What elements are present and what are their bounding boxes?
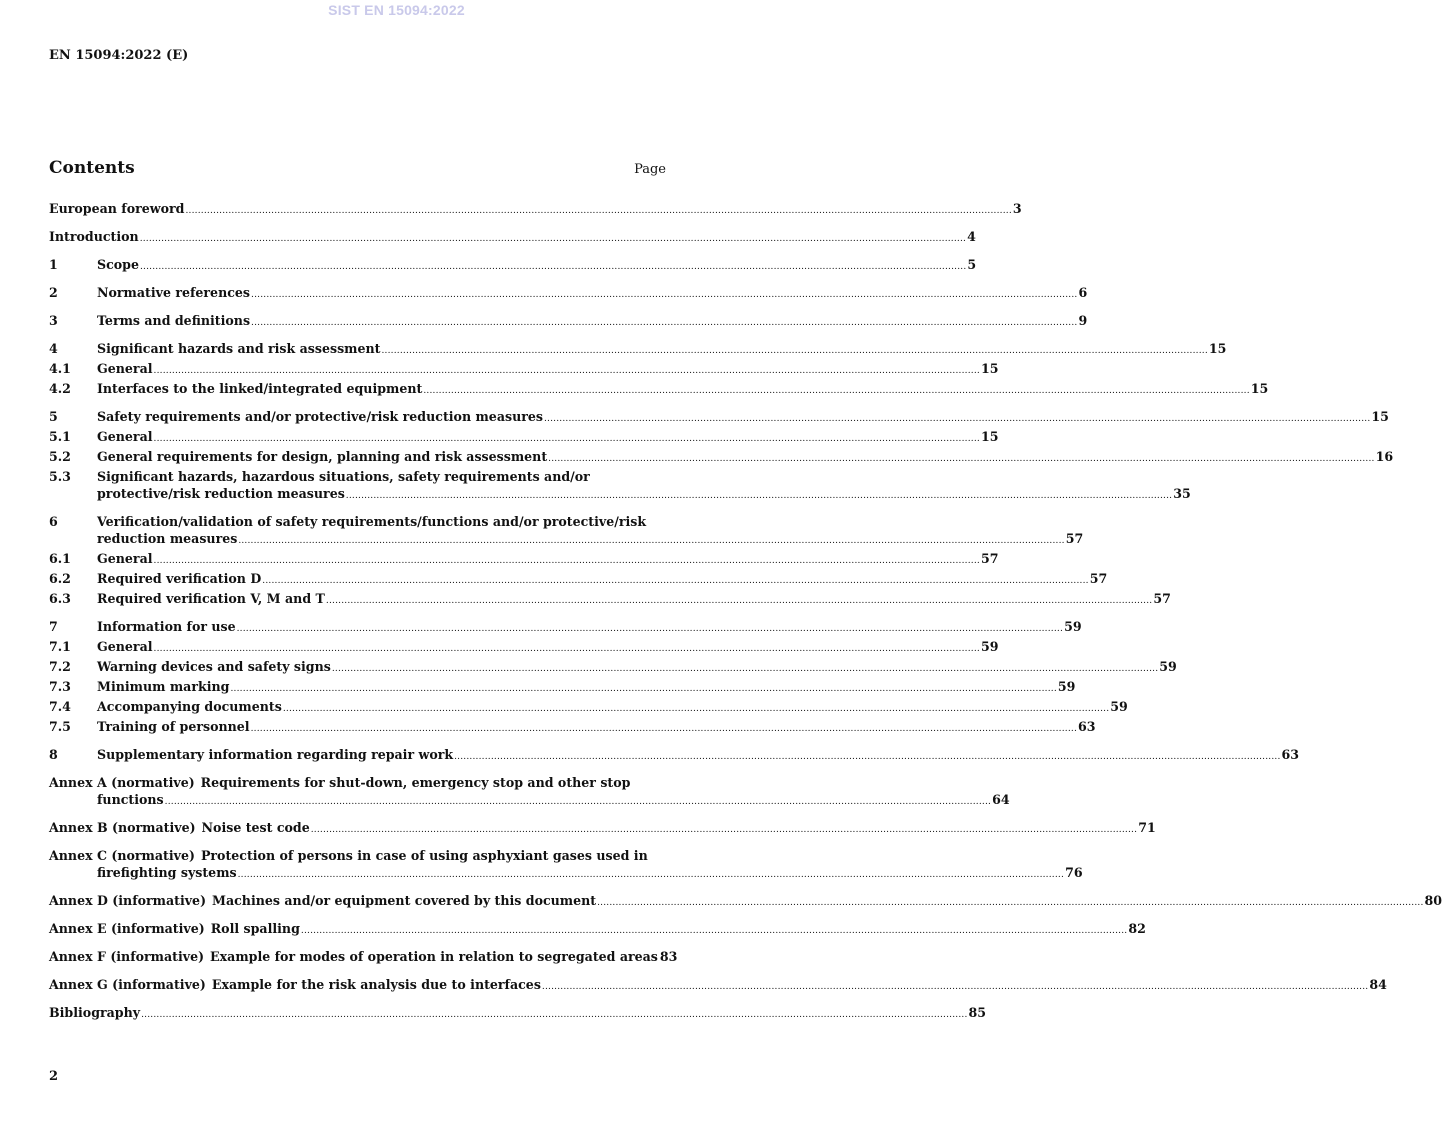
toc-page-number: 59 — [1159, 659, 1177, 674]
toc-page-number: 35 — [1173, 486, 1191, 501]
toc-entry-text: Verification/validation of safety requirements/functions and/or protective/risk — [97, 514, 647, 529]
toc-entry-text: Interfaces to the linked/integrated equipment — [97, 381, 423, 396]
toc-entry-section-7-5[interactable] — [49, 718, 1096, 738]
toc-section-number: 7.2 — [49, 659, 71, 674]
toc-entry-text: Bibliography — [49, 1005, 141, 1020]
toc-section-number: 5 — [49, 409, 58, 424]
toc-page-number: 9 — [1078, 313, 1088, 328]
toc-entry-section-2[interactable] — [49, 284, 1088, 304]
leader-dots — [154, 431, 980, 448]
toc-entry-text: Warning devices and safety signs — [97, 659, 331, 674]
leader-dots — [154, 553, 980, 570]
toc-page-number: 15 — [1250, 381, 1269, 396]
leader-dots — [238, 533, 1064, 550]
document-id: EN 15094:2022 (E) — [49, 48, 189, 63]
annex-label: Annex G (informative) — [49, 977, 206, 992]
toc-page-number: 5 — [967, 257, 977, 272]
toc-entry-text: General — [97, 551, 153, 566]
toc-page-number: 84 — [1369, 977, 1387, 992]
toc-page-number: 64 — [992, 792, 1010, 807]
leader-dots — [381, 343, 1207, 360]
toc-section-number: 7.1 — [49, 639, 71, 654]
leader-dots — [140, 259, 966, 276]
toc-section-number: 3 — [49, 313, 58, 328]
toc-page-number: 59 — [1064, 619, 1082, 634]
toc-entry-text: Accompanying documents — [97, 699, 282, 714]
toc-section-number: 2 — [49, 285, 58, 300]
toc-entry-section-3[interactable] — [49, 312, 1088, 332]
toc-entry-text-continued: protective/risk reduction measures — [97, 486, 345, 501]
toc-page-number: 6 — [1078, 285, 1088, 300]
toc-section-number: 5.2 — [49, 449, 71, 464]
toc-page-number: 57 — [1089, 571, 1108, 586]
toc-entry-section-5-3[interactable] — [49, 468, 1191, 505]
toc-entry-section-7-2[interactable] — [49, 658, 1177, 678]
toc-section-number: 6.1 — [49, 551, 71, 566]
toc-entry-section-4[interactable] — [49, 340, 1227, 360]
leader-dots — [230, 681, 1056, 698]
toc-entry-text: Safety requirements and/or protective/risk reduction measures — [97, 409, 543, 424]
leader-dots — [346, 488, 1172, 505]
toc-page-number: 4 — [967, 229, 976, 244]
toc-entry-section-4-1[interactable] — [49, 360, 999, 380]
toc-entry-text: Machines and/or equipment covered by this document — [212, 893, 597, 908]
leader-dots — [262, 573, 1088, 590]
toc-entry-text: General — [97, 429, 153, 444]
leader-dots — [140, 231, 966, 248]
toc-section-number: 4 — [49, 341, 58, 356]
toc-page-number: 59 — [980, 639, 999, 654]
toc-section-number: 7.3 — [49, 679, 71, 694]
toc-section-number: 8 — [49, 747, 58, 762]
leader-dots — [154, 363, 980, 380]
leader-dots — [301, 923, 1127, 940]
watermark: SIST EN 15094:2022 — [328, 2, 465, 18]
toc-page-number: 71 — [1138, 820, 1156, 835]
toc-page-number: 76 — [1065, 865, 1083, 880]
toc-entry-section-7-4[interactable] — [49, 698, 1128, 718]
toc-entry-text: Significant hazards, hazardous situations, safety requirements and/or — [97, 469, 590, 484]
toc-page-number: 57 — [980, 551, 999, 566]
leader-dots — [544, 411, 1370, 428]
toc-entry-text: Roll spalling — [210, 921, 300, 936]
leader-dots — [326, 593, 1152, 610]
toc-entry-text: Example for modes of operation in relation to segregated areas — [210, 949, 658, 964]
toc-entry-text: Required verification D — [97, 571, 262, 586]
toc-page-number: 15 — [980, 361, 999, 376]
toc-section-number: 4.2 — [49, 381, 71, 396]
annex-label: Annex E (informative) — [49, 921, 205, 936]
toc-entry-annex-f[interactable] — [49, 948, 678, 968]
toc-page-number: 15 — [980, 429, 999, 444]
toc-page-number: 82 — [1128, 921, 1146, 936]
toc-page-number: 57 — [1153, 591, 1171, 606]
leader-dots — [548, 451, 1374, 468]
toc-entry-text: General — [97, 361, 153, 376]
leader-dots — [454, 749, 1280, 766]
toc-page-number: 15 — [1371, 409, 1389, 424]
toc-entry-section-6[interactable] — [49, 513, 1084, 550]
toc-section-number: 7 — [49, 619, 58, 634]
toc-entry-text: Information for use — [97, 619, 236, 634]
toc-page-number: 57 — [1065, 531, 1084, 546]
page-column-label: Page — [634, 162, 666, 177]
toc-page-number: 59 — [1057, 679, 1076, 694]
toc-entry-text: Introduction — [49, 229, 139, 244]
toc-section-number: 7.5 — [49, 719, 71, 734]
toc-entry-annex-g[interactable] — [49, 976, 1387, 996]
leader-dots — [251, 287, 1077, 304]
toc-entry-annex-b[interactable] — [49, 819, 1156, 839]
toc-page-number: 16 — [1375, 449, 1394, 464]
toc-entry-section-7[interactable] — [49, 618, 1082, 638]
toc-entry-introduction[interactable] — [49, 228, 976, 248]
toc-entry-text-continued: functions — [97, 792, 164, 807]
toc-entry-text: Noise test code — [201, 820, 310, 835]
toc-entry-section-7-1[interactable] — [49, 638, 999, 658]
leader-dots — [237, 621, 1063, 638]
contents-title: Contents — [49, 158, 135, 178]
footer-page-number: 2 — [49, 1069, 59, 1084]
toc-entry-section-6-1[interactable] — [49, 550, 999, 570]
toc-entry-text: Example for the risk analysis due to interfaces — [211, 977, 541, 992]
leader-dots — [597, 895, 1423, 912]
toc-entry-text: Protection of persons in case of using asphyxiant gases used in — [200, 848, 648, 863]
toc-entry-text: Scope — [97, 257, 139, 272]
toc-entry-annex-d[interactable] — [49, 892, 1442, 912]
toc-entry-text: General — [97, 639, 153, 654]
toc-page-number: 85 — [968, 1005, 987, 1020]
toc-entry-text-continued: reduction measures — [97, 531, 238, 546]
toc-entry-section-5-2[interactable] — [49, 448, 1394, 468]
leader-dots — [332, 661, 1158, 678]
toc-entry-text: Terms and definitions — [97, 313, 251, 328]
leader-dots — [251, 315, 1077, 332]
toc-section-number: 4.1 — [49, 361, 71, 376]
toc-section-number: 6.2 — [49, 571, 71, 586]
toc-entry-text: Required verification V, M and T — [97, 591, 325, 606]
toc-entry-annex-a[interactable] — [49, 774, 1010, 811]
leader-dots — [251, 721, 1077, 738]
toc-entry-text: Training of personnel — [97, 719, 250, 734]
toc-page-number: 15 — [1208, 341, 1227, 356]
toc-entry-annex-e[interactable] — [49, 920, 1146, 940]
leader-dots — [311, 822, 1137, 839]
leader-dots — [238, 867, 1064, 884]
toc-section-number: 5.1 — [49, 429, 71, 444]
leader-dots — [154, 641, 980, 658]
leader-dots — [542, 979, 1368, 996]
toc-section-number: 6 — [49, 514, 58, 529]
toc-entry-section-5-1[interactable] — [49, 428, 999, 448]
toc-entry-section-4-2[interactable] — [49, 380, 1269, 400]
toc-entry-text: European foreword — [49, 201, 185, 216]
leader-dots — [165, 794, 991, 811]
annex-label: Annex B (normative) — [49, 820, 196, 835]
toc-entry-text: Requirements for shut-down, emergency stop and other stop — [200, 775, 631, 790]
toc-entry-foreword[interactable] — [49, 200, 1022, 220]
toc-page-number: 63 — [1281, 747, 1300, 762]
toc-section-number: 5.3 — [49, 469, 71, 484]
toc-section-number: 1 — [49, 257, 58, 272]
toc-entry-text: Supplementary information regarding repair work — [97, 747, 454, 762]
leader-dots — [185, 203, 1011, 220]
toc-entry-section-6-3[interactable] — [49, 590, 1171, 610]
toc-entry-section-5[interactable] — [49, 408, 1389, 428]
toc-page-number: 83 — [659, 949, 678, 964]
toc-entry-section-7-3[interactable] — [49, 678, 1076, 698]
annex-label: Annex D (informative) — [49, 893, 207, 908]
leader-dots — [283, 701, 1109, 718]
toc-entry-text: Minimum marking — [97, 679, 230, 694]
leader-dots — [423, 383, 1249, 400]
toc-entry-section-1[interactable] — [49, 256, 977, 276]
toc-entry-text: Normative references — [97, 285, 251, 300]
toc-entry-text-continued: firefighting systems — [97, 865, 237, 880]
toc-page-number: 80 — [1424, 893, 1442, 908]
table-of-contents — [49, 200, 1442, 1024]
toc-entry-annex-c[interactable] — [49, 847, 1083, 884]
toc-entry-bibliography[interactable] — [49, 1004, 987, 1024]
annex-label: Annex A (normative) — [49, 775, 195, 790]
toc-page-number: 63 — [1078, 719, 1096, 734]
toc-section-number: 7.4 — [49, 699, 71, 714]
toc-page-number: 59 — [1110, 699, 1128, 714]
toc-page-number: 3 — [1012, 201, 1022, 216]
annex-label: Annex F (informative) — [49, 949, 205, 964]
toc-entry-text: Significant hazards and risk assessment — [97, 341, 381, 356]
toc-section-number: 6.3 — [49, 591, 71, 606]
toc-entry-section-8[interactable] — [49, 746, 1300, 766]
toc-entry-section-6-2[interactable] — [49, 570, 1108, 590]
annex-label: Annex C (normative) — [49, 848, 195, 863]
toc-entry-text: General requirements for design, planning and risk assessment — [97, 449, 548, 464]
leader-dots — [141, 1007, 967, 1024]
